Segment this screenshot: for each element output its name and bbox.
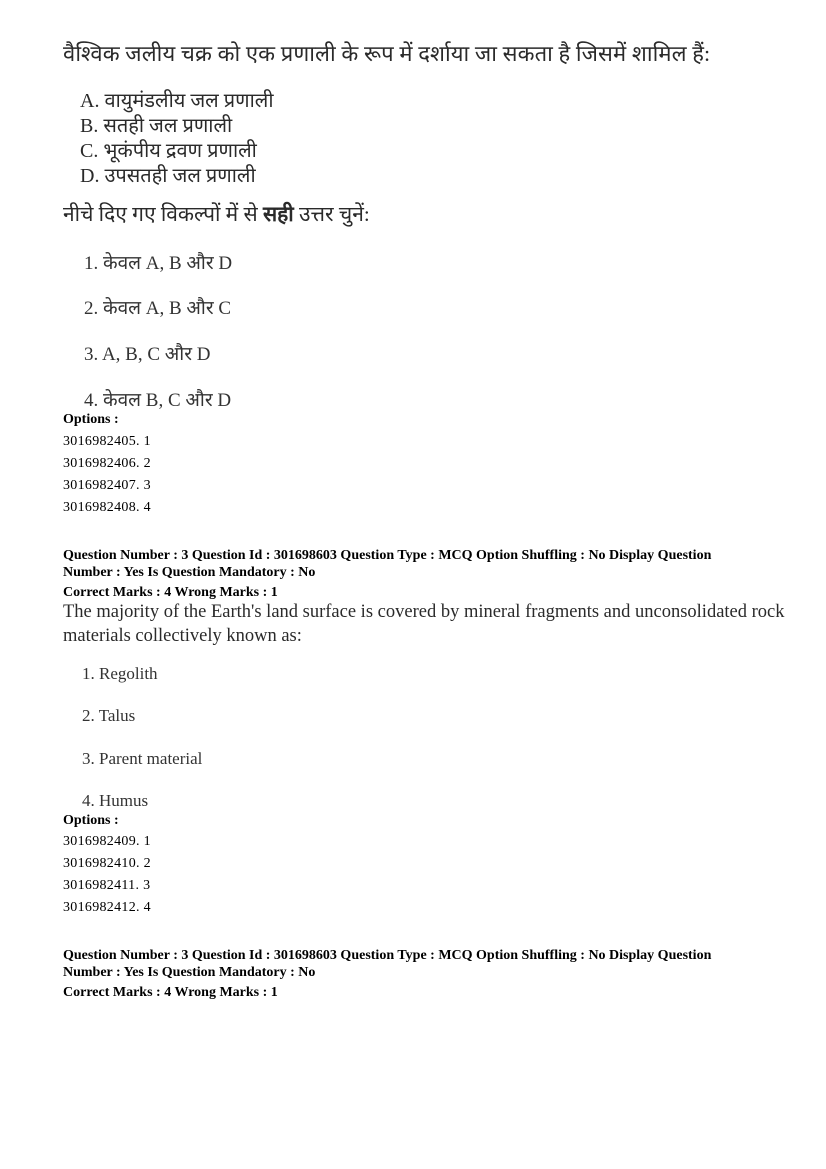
question-meta: Question Number : 3 Question Id : 301698603 Question Type : MCQ Option Shuffling : No Display Question bbox=[63, 948, 712, 963]
question-meta: Question Number : 3 Question Id : 301698603 Question Type : MCQ Option Shuffling : No Display Question bbox=[63, 548, 712, 563]
option-row: 3016982410. 2 bbox=[63, 856, 151, 871]
statement-b: B. सतही जल प्रणाली bbox=[80, 115, 233, 137]
option-row: 3016982405. 1 bbox=[63, 434, 151, 449]
instruction bbox=[63, 200, 370, 228]
choice-1: 1. Regolith bbox=[82, 664, 158, 683]
statement-d: D. उपसतही जल प्रणाली bbox=[80, 165, 256, 187]
options-label: Options : bbox=[63, 813, 119, 828]
choice-2: 2. केवल A, B और C bbox=[84, 298, 232, 319]
instruction-pre: नीचे दिए गए विकल्पों में से bbox=[63, 202, 263, 226]
option-row: 3016982407. 3 bbox=[63, 478, 151, 493]
question-meta: Number : Yes Is Question Mandatory : No bbox=[63, 965, 316, 980]
question-meta: Number : Yes Is Question Mandatory : No bbox=[63, 565, 316, 580]
instruction-post: उत्तर चुनें: bbox=[293, 202, 370, 226]
marks-info: Correct Marks : 4 Wrong Marks : 1 bbox=[63, 585, 278, 600]
choice-4: 4. केवल B, C और D bbox=[84, 390, 232, 411]
option-row: 3016982411. 3 bbox=[63, 878, 151, 893]
choice-3: 3. Parent material bbox=[82, 749, 203, 768]
statement-c: C. भूकंपीय द्रवण प्रणाली bbox=[80, 140, 257, 162]
option-row: 3016982406. 2 bbox=[63, 456, 151, 471]
choice-1: 1. केवल A, B और D bbox=[84, 253, 233, 274]
options-label: Options : bbox=[63, 412, 119, 427]
option-row: 3016982412. 4 bbox=[63, 900, 151, 915]
choice-3: 3. A, B, C और D bbox=[84, 344, 211, 365]
statement-a: A. वायुमंडलीय जल प्रणाली bbox=[80, 90, 274, 112]
instruction-bold: सही bbox=[262, 202, 294, 226]
choice-2: 2. Talus bbox=[82, 706, 136, 725]
option-row: 3016982409. 1 bbox=[63, 834, 151, 849]
choice-4: 4. Humus bbox=[82, 791, 149, 810]
question-stem-hindi: वैश्विक जलीय चक्र को एक प्रणाली के रूप में दर्शाया जा सकता है जिसमें शामिल हैं: bbox=[63, 41, 711, 66]
option-row: 3016982408. 4 bbox=[63, 500, 151, 515]
marks-info: Correct Marks : 4 Wrong Marks : 1 bbox=[63, 985, 278, 1000]
question-stem-english: The majority of the Earth's land surface is covered by mineral fragments and unconsolidated rock materials collectively known as: bbox=[63, 602, 785, 646]
